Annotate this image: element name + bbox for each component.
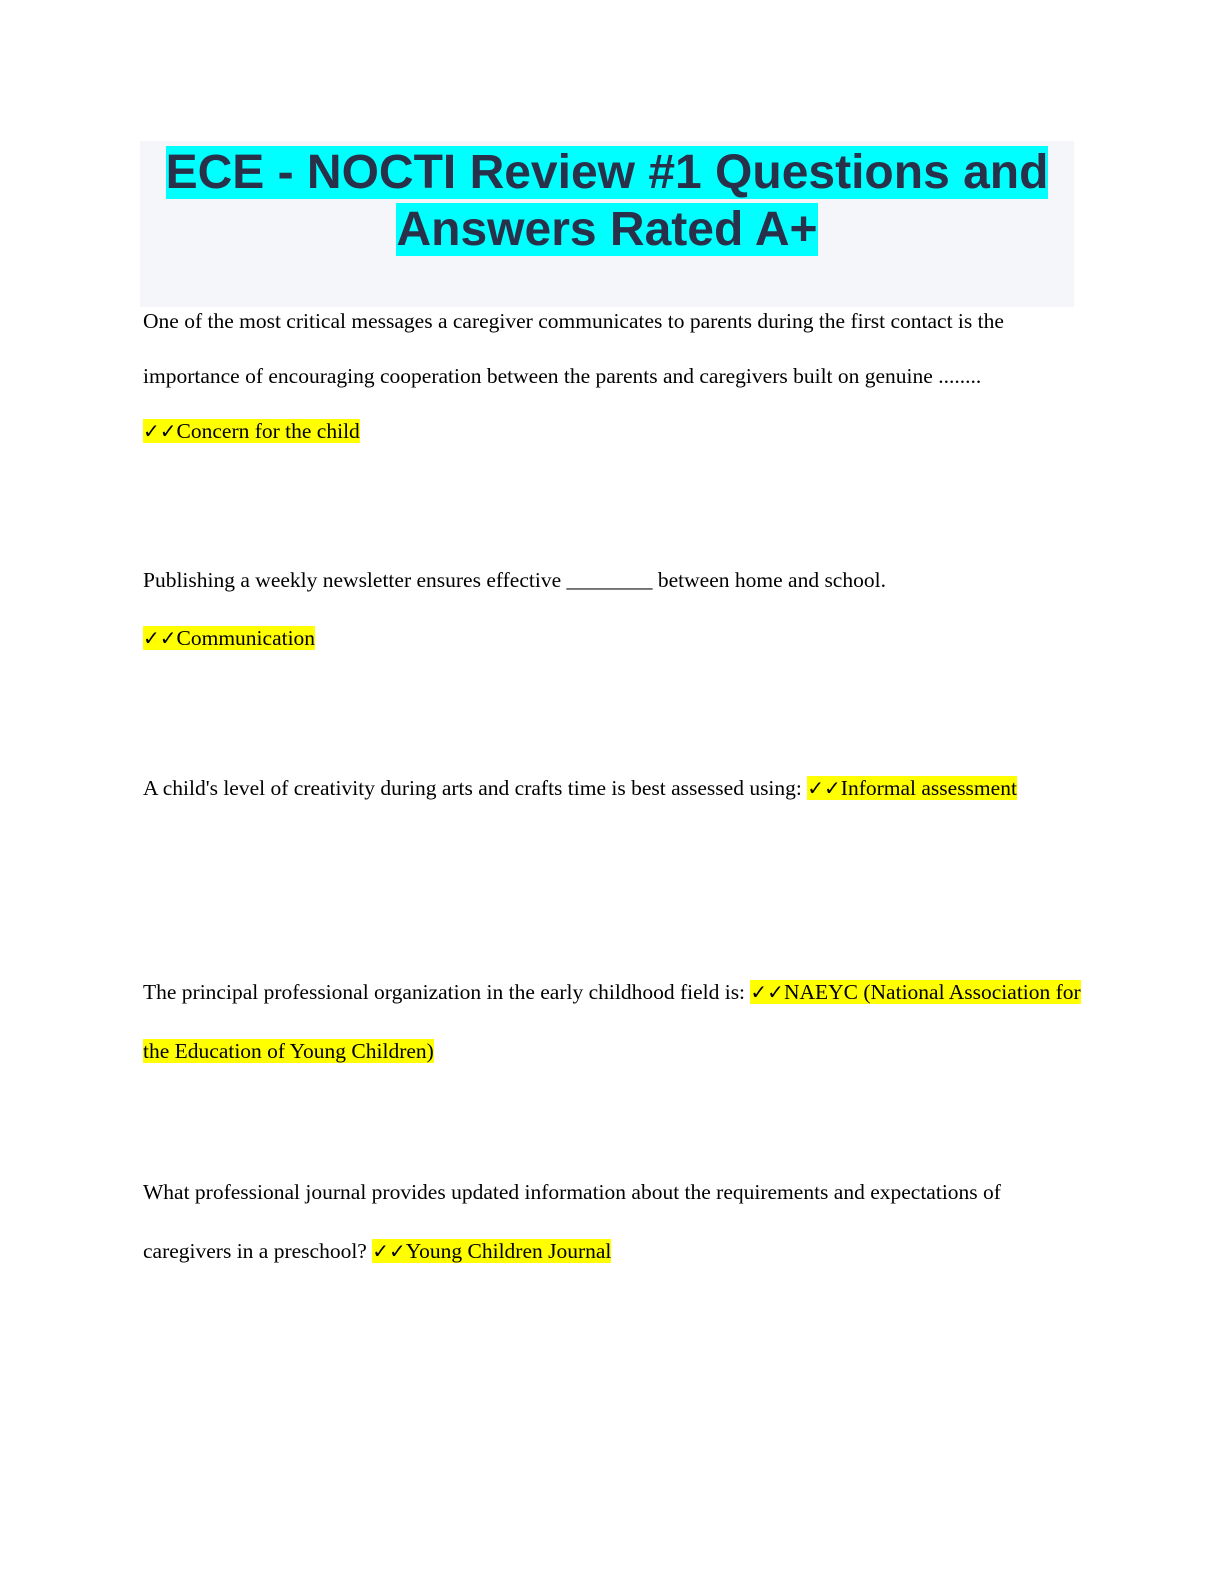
answer-text: Concern for the child — [176, 419, 360, 443]
answer-highlight — [372, 1239, 611, 1263]
qa-item — [143, 294, 1083, 459]
qa-item — [143, 963, 1083, 1081]
answer-text: Informal assessment — [840, 776, 1017, 800]
double-check-icon: ✓✓ — [807, 776, 841, 800]
question-text: One of the most critical messages a caregiver communicates to parents during the first contact is the importance of encouraging cooperation between the parents and caregivers built on genuine ........ — [143, 309, 1004, 388]
qa-item — [143, 759, 1083, 818]
answer-highlight — [807, 776, 1017, 800]
answer-highlight — [143, 419, 360, 443]
question-text: Publishing a weekly newsletter ensures effective ________ between home and school. — [143, 568, 886, 592]
answer-text: Communication — [176, 626, 316, 650]
title-line-1: ECE - NOCTI Review #1 Questions and — [165, 146, 1049, 199]
double-check-icon: ✓✓ — [372, 1239, 406, 1263]
answer-text: NAEYC (National Association for the Education of Young Children) — [143, 980, 1081, 1063]
question-text: What professional journal provides updated information about the requirements and expectations of caregivers in a preschool? — [143, 1180, 1001, 1263]
question-text: The principal professional organization in the early childhood field is: — [143, 980, 746, 1004]
title-block — [140, 141, 1074, 307]
answer-highlight — [143, 626, 315, 650]
title-line-2: Answers Rated A+ — [396, 203, 818, 256]
document-title — [140, 141, 1074, 258]
double-check-icon: ✓✓ — [143, 419, 177, 443]
double-check-icon: ✓✓ — [143, 626, 177, 650]
double-check-icon: ✓✓ — [750, 980, 784, 1004]
answer-text: Young Children Journal — [405, 1239, 612, 1263]
qa-item — [143, 1163, 1083, 1281]
question-text: A child's level of creativity during arts and crafts time is best assessed using: — [143, 776, 802, 800]
qa-item — [143, 551, 1083, 667]
